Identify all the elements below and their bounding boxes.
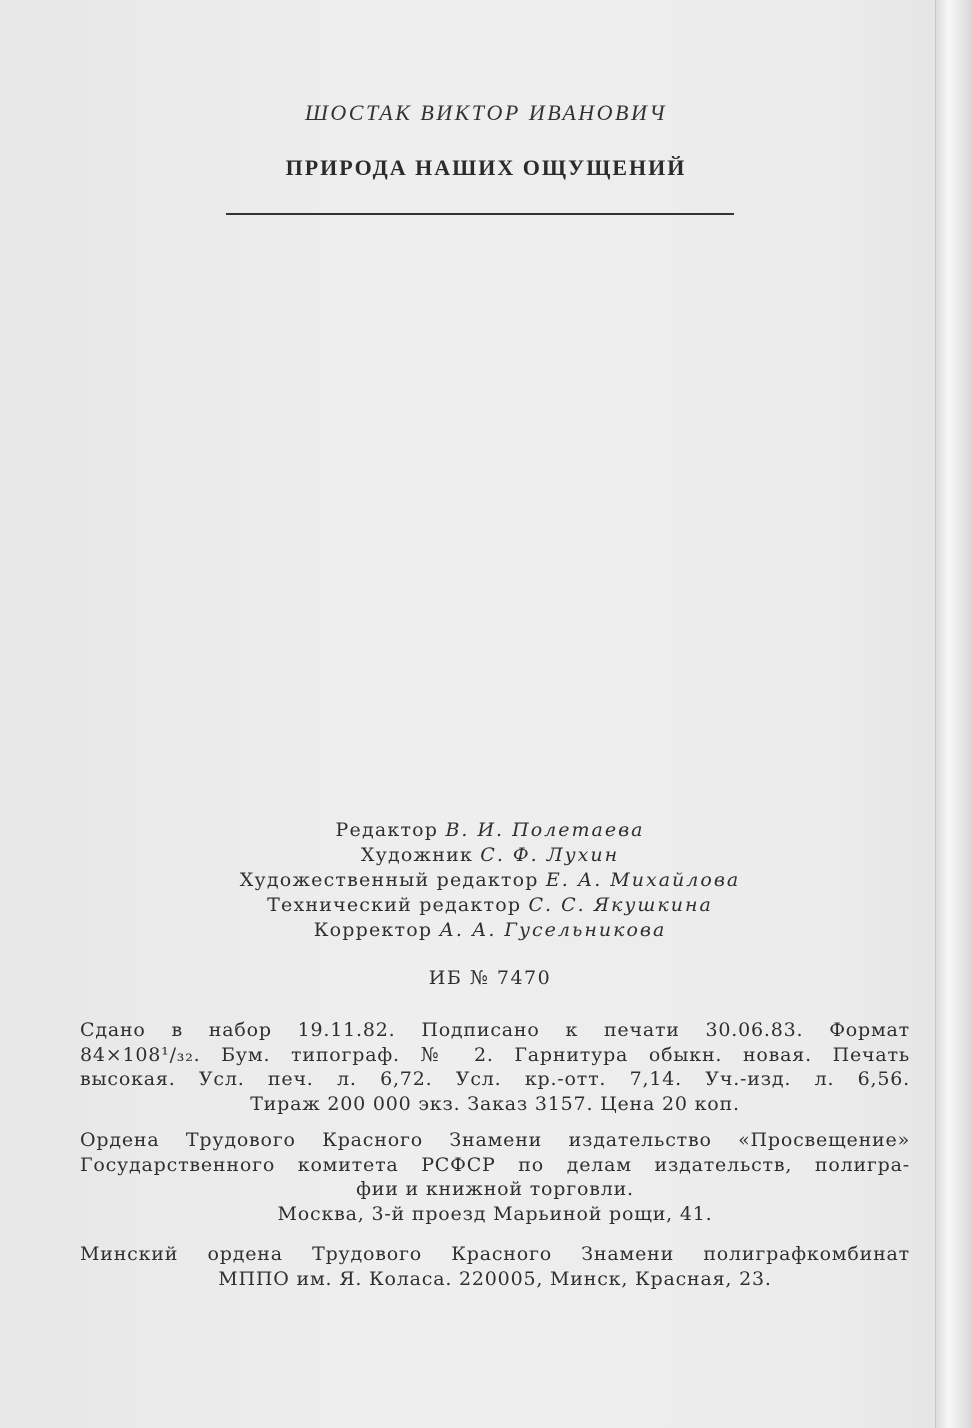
credit-line-editor (0, 818, 972, 843)
publisher-line: фии и книжной торговли. (356, 1178, 634, 1200)
author-name: ШОСТАК ВИКТОР ИВАНОВИЧ (304, 100, 668, 125)
printer-address: МППО им. Я. Коласа. 220005, Минск, Красная, 23. (218, 1267, 772, 1290)
credit-role: Художник (360, 844, 474, 866)
credit-role: Корректор (313, 919, 433, 941)
imprint-line: 84×108¹/₃₂. Бум. типограф. № 2. Гарнитура обыкн. новая. Печать (80, 1043, 910, 1066)
credit-line-art-editor (0, 868, 972, 893)
print-imprint (80, 1018, 910, 1116)
publisher-line: Ордена Трудового Красного Знамени издательство «Просвещение» (80, 1129, 910, 1151)
credit-name: С. Ф. Лухин (480, 844, 620, 866)
credit-role: Редактор (335, 819, 439, 841)
imprint-line: Тираж 200 000 экз. Заказ 3157. Цена 20 коп. (250, 1092, 740, 1115)
credit-line-tech-editor (0, 893, 972, 918)
credit-name: В. И. Полетаева (445, 819, 645, 841)
page-edge (935, 0, 972, 1428)
credit-name: С. С. Якушкина (528, 894, 713, 916)
credit-name: А. А. Гусельникова (439, 919, 667, 941)
ib-number: ИБ № 7470 (428, 967, 552, 989)
printer-info (80, 1242, 910, 1291)
book-title: ПРИРОДА НАШИХ ОЩУЩЕНИЙ (285, 155, 687, 180)
credits-block (0, 818, 972, 943)
publisher-line: Государственного комитета РСФСР по делам издательств, полигра- (80, 1153, 910, 1176)
title-divider (226, 213, 734, 215)
credit-role: Художественный редактор (239, 869, 539, 891)
credit-line-proofreader (0, 918, 972, 943)
publisher-info (80, 1128, 910, 1226)
printer-line: Минский ордена Трудового Красного Знамени полиграфкомбинат (80, 1243, 910, 1265)
publisher-address: Москва, 3-й проезд Марьиной рощи, 41. (277, 1202, 713, 1225)
credit-role: Технический редактор (267, 894, 522, 916)
imprint-line: Сдано в набор 19.11.82. Подписано к печати 30.06.83. Формат (80, 1019, 910, 1041)
credit-line-artist (0, 843, 972, 868)
imprint-line: высокая. Усл. печ. л. 6,72. Усл. кр.-отт. 7,14. Уч.-изд. л. 6,56. (80, 1068, 910, 1090)
credit-name: Е. А. Михайлова (545, 869, 741, 891)
